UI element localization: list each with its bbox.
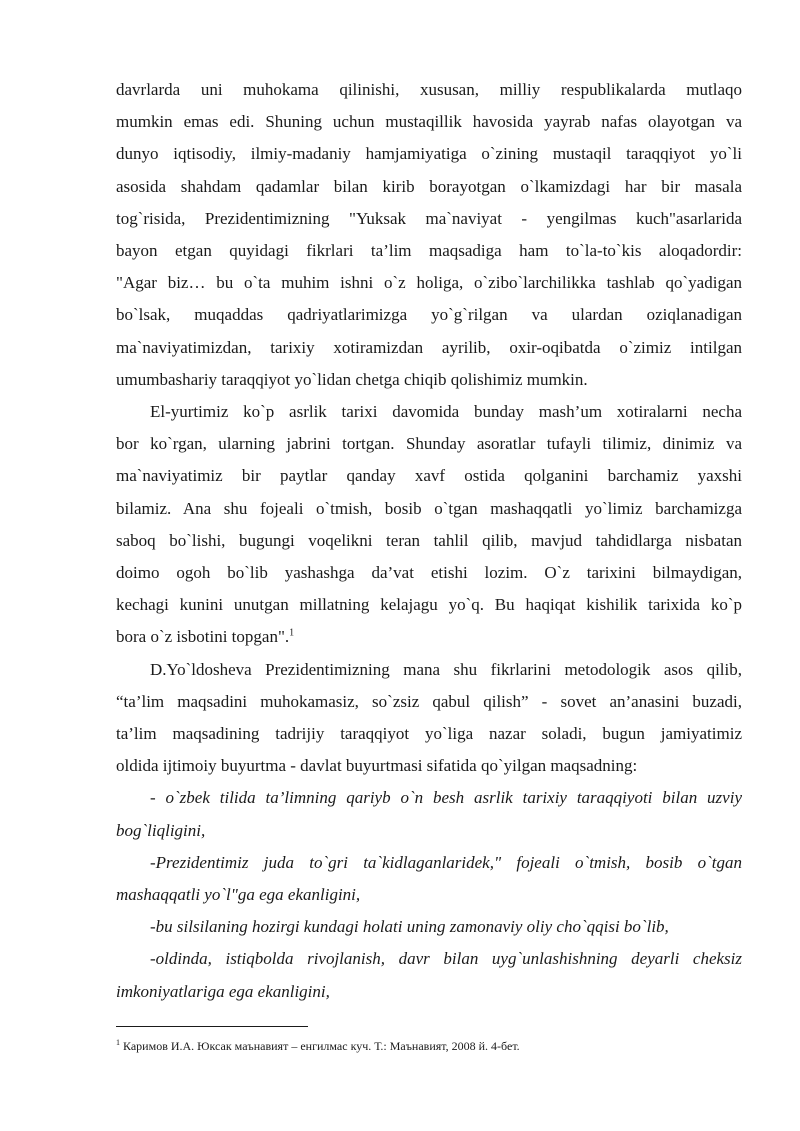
footnote-mark: 1 [116, 1038, 120, 1047]
text-line: -Prezidentimiz juda to`gri ta`kidlaganlaridek," fojeali o`tmish, bosib o`tgan [150, 852, 742, 872]
text-line: doimo ogoh bo`lib yashashga da’vat etishi lozim. O`z tarixini bilmaydigan, [116, 563, 742, 583]
body-text [116, 74, 742, 1008]
text-line: bora o`z isbotini topgan". [116, 627, 290, 647]
text-line: dunyo iqtisodiy, ilmiy-madaniy hamjamiyatiga o`zining mustaqil taraqqiyot yo`li [116, 144, 742, 164]
text-line: bayon etgan quyidagi fikrlari ta’lim maqsadiga ham to`la-to`kis aloqadordir: [116, 241, 742, 261]
paragraph-3 [116, 654, 742, 783]
text-line: mashaqqatli yo`l"ga ega ekanligini, [116, 885, 361, 905]
text-line: -bu silsilaning hozirgi kundagi holati uning zamonaviy oliy cho`qqisi bo`lib, [150, 917, 669, 937]
text-line: "Agar biz… bu o`ta muhim ishni o`z holiga, o`zibo`larchilikka tashlab qo`yadigan [116, 273, 742, 293]
footnote [116, 1038, 520, 1054]
text-line: El-yurtimiz ko`p asrlik tarixi davomida bunday mash’um xotiralarni necha [150, 402, 742, 422]
paragraph-1 [116, 74, 742, 396]
paragraph-2 [116, 396, 742, 654]
text-line: saboq bo`lishi, bugungi voqelikni teran tahlil qilib, mavjud tahdidlarga nisbatan [116, 530, 742, 550]
text-line: oldida ijtimoiy buyurtma - davlat buyurtmasi sifatida qo`yilgan maqsadning: [116, 756, 638, 776]
text-line: imkoniyatlariga ega ekanligini, [116, 981, 330, 1001]
text-line: asosida shahdam qadamlar bilan kirib borayotgan o`lkamizdagi har bir masala [116, 176, 742, 196]
text-line: bor ko`rgan, ularning jabrini tortgan. Shunday asoratlar tufayli tilimiz, dinimiz va [116, 434, 742, 454]
text-line: davrlarda uni muhokama qilinishi, xususan, milliy respublikalarda mutlaqo [116, 80, 742, 99]
footnote-text: Каримов И.А. Юксак маънавият – енгилмас куч. Т.: Маънавият, 2008 й. 4-бет. [123, 1039, 520, 1053]
text-line: kechagi kunini unutgan millatning kelajagu yo`q. Bu haqiqat kishilik tarixida ko`p [116, 595, 742, 615]
text-line: “ta’lim maqsadini muhokamasiz, so`zsiz qabul qilish” - sovet an’anasini buzadi, [116, 691, 742, 711]
text-line: mumkin emas edi. Shuning uchun mustaqillik havosida yayrab nafas olayotgan va [116, 112, 742, 132]
list-item [116, 911, 742, 943]
text-line: umumbashariy taraqqiyot yo`lidan chetga chiqib qolishimiz mumkin. [116, 369, 588, 389]
footnote-separator [116, 1026, 308, 1027]
text-line: ta’lim maqsadining tadrijiy taraqqiyot yo`liga nazar soladi, bugun jamiyatimiz [116, 724, 742, 744]
text-line: - o`zbek tilida ta’limning qariyb o`n besh asrlik tarixiy taraqqiyoti bilan uzviy [150, 788, 742, 808]
text-line: bilamiz. Ana shu fojeali o`tmish, bosib o`tgan mashaqqatli yo`limiz barchamizga [116, 498, 742, 518]
list-item [116, 847, 742, 911]
list-item [116, 943, 742, 1007]
text-line: tog`risida, Prezidentimizning "Yuksak ma`naviyat - yengilmas kuch"asarlarida [116, 208, 742, 228]
footnote-reference[interactable]: 1 [289, 627, 295, 639]
text-line: ma`naviyatimiz bir paytlar qanday xavf ostida qolganini barchamiz yaxshi [116, 466, 742, 486]
text-line: D.Yo`ldosheva Prezidentimizning mana shu fikrlarini metodologik asos qilib, [150, 659, 742, 679]
text-line: bog`liqligini, [116, 820, 206, 840]
text-line-last [116, 621, 742, 653]
text-line: bo`lsak, muqaddas qadriyatlarimizga yo`g`rilgan va ulardan oziqlanadigan [116, 305, 742, 325]
text-line: ma`naviyatimizdan, tarixiy xotiramizdan ayrilib, oxir-oqibatda o`zimiz intilgan [116, 337, 742, 357]
list-item [116, 782, 742, 846]
text-line: -oldinda, istiqbolda rivojlanish, davr bilan uyg`unlashishning deyarli cheksiz [150, 949, 742, 969]
